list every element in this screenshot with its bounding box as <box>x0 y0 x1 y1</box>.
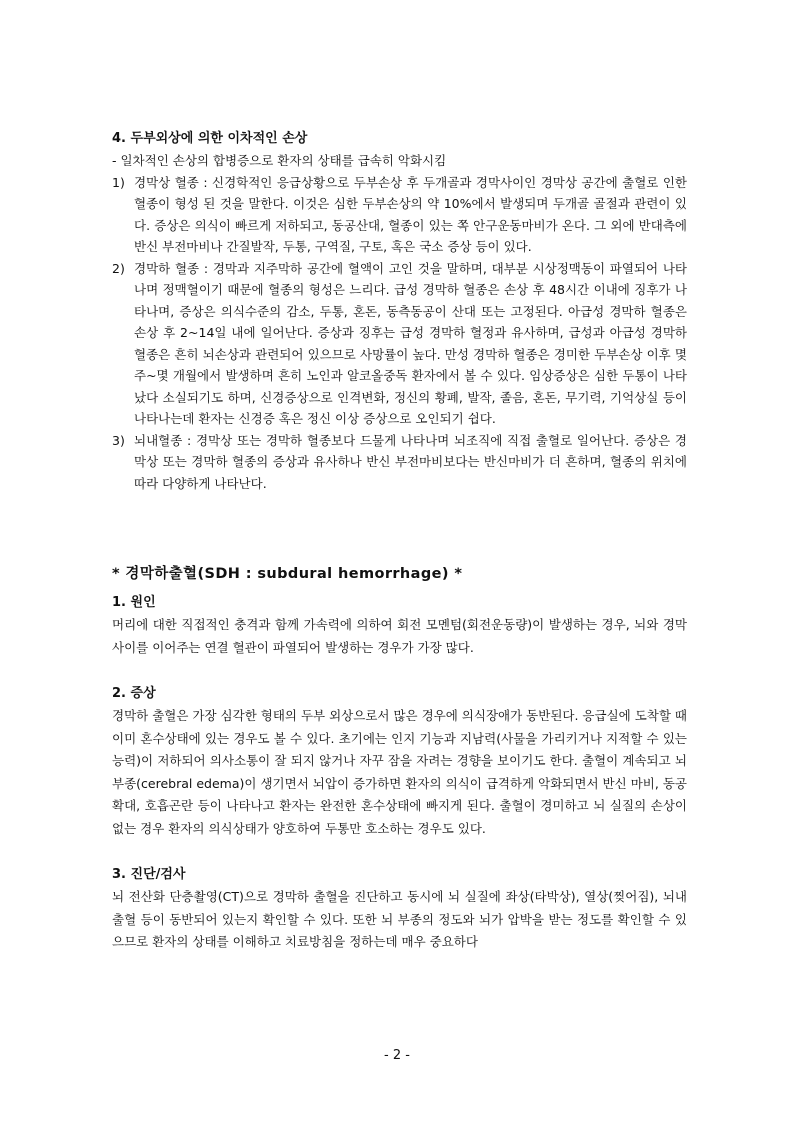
subsection-body: 경막하 출혈은 가장 심각한 형태의 두부 외상으로서 많은 경우에 의식장애가 동반된다. 응급실에 도착할 때 이미 혼수상태에 있는 경우도 볼 수 있다. 초기에는 인지 기능과 지남력(사물을 가리키거나 지적할 수 있는 능력)이 저하되어 의사소통이 잘 되지 않거나 자꾸 잠을 자려는 경향을 보이기도 한다. 출혈이 계속되고 뇌 부종(cerebral edema)이 생기면서 뇌압이 증가하면 환자의 의식이 급격하게 악화되면서 반신 마비, 동공 확대, 호흡곤란 등이 나타나고 환자는 완전한 혼수상태에 빠지게 된다. 출혈이 경미하고 뇌 실질의 손상이 없는 경우 환자의 의식상태가 양호하여 두통만 호소하는 경우도 있다. <box>112 708 687 836</box>
item-number: 2) <box>112 260 125 276</box>
subsection-cause <box>112 592 687 659</box>
item-number: 1) <box>112 174 125 190</box>
sdh-title: * 경막하출혈(SDH : subdural hemorrhage) * <box>112 566 463 582</box>
page-number: - 2 - <box>384 1048 410 1063</box>
item-text: 뇌내혈종 : 경막상 또는 경막하 혈종보다 드물게 나타나며 뇌조직에 직접 출혈로 일어난다. 증상은 경막상 또는 경막하 혈종의 증상과 유사하나 반신 부전마비보다는 반신마비가 더 흔하며, 혈종의 위치에 따라 다양하게 나타난다. <box>134 432 687 491</box>
hematoma-list <box>112 172 687 495</box>
sdh-section <box>112 562 687 978</box>
list-item-subdural <box>112 258 687 430</box>
item-text: 경막하 혈종 : 경막과 지주막하 공간에 혈액이 고인 것을 말하며, 대부분 시상정맥동이 파열되어 나타나며 정맥혈이기 때문에 혈종의 형성은 느리다. 급성 경막하 혈종은 손상 후 48시간 이내에 징후가 나타나며, 증상은 의식수준의 감소, 두통, 혼돈, 동측동공이 산대 또는 고정된다. 아급성 경막하 혈종은 손상 후 2~14일 내에 일어난다. 증상과 징후는 급성 경막하 혈정과 유사하며, 급성과 아급성 경막하 혈종은 흔히 뇌손상과 관련되어 있으므로 사망률이 높다. 만성 경막하 혈종은 경미한 두부손상 이후 몇 주~몇 개월에서 발생하며 흔히 노인과 알코올중독 환자에서 볼 수 있다. 임상증상은 심한 두통이 나타났다 소실되기도 하며, 신경증상으로 인격변화, 정신의 황폐, 발작, 졸음, 혼돈, 무기력, 기억상실 등이 나타나는데 환자는 신경증 혹은 정신 이상 증상으로 오인되기 쉽다. <box>134 260 687 426</box>
item-number: 3) <box>112 432 125 448</box>
section-heading: 4. 두부외상에 의한 이차적인 손상 <box>112 131 308 146</box>
subsection-diagnosis <box>112 864 687 954</box>
section-lead: - 일차적인 손상의 합병증으로 환자의 상태를 급속히 악화시킴 <box>112 153 447 168</box>
item-text: 경막상 혈종 : 신경학적인 응급상황으로 두부손상 후 두개골과 경막사이인 경막상 공간에 출혈로 인한 혈종이 형성 된 것을 말한다. 이것은 심한 두부손상의 약 10%에서 발생되며 두개골 골절과 관련이 있다. 증상은 의식이 빠르게 저하되고, 동공산대, 혈종이 있는 쪽 안구운동마비가 온다. 그 외에 반대측에 반신 부전마비나 간질발작, 두통, 구역질, 구토, 혹은 국소 증상 등이 있다. <box>134 174 687 254</box>
subsection-heading: 1. 원인 <box>112 595 156 610</box>
subsection-body: 뇌 전산화 단층촬영(CT)으로 경막하 출혈을 진단하고 동시에 뇌 실질에 좌상(타박상), 열상(찢어짐), 뇌내출혈 등이 동반되어 있는지 확인할 수 있다. 또한 뇌 부종의 정도와 뇌가 압박을 받는 정도를 확인할 수 있으므로 환자의 상태를 이해하고 치료방침을 정하는데 매우 중요하다 <box>112 889 687 949</box>
subsection-heading: 3. 진단/검사 <box>112 867 186 882</box>
subsection-heading: 2. 증상 <box>112 686 156 701</box>
list-item-intracerebral <box>112 430 687 495</box>
list-item-epidural <box>112 172 687 258</box>
subsection-symptoms <box>112 683 687 840</box>
section-secondary-injury <box>112 128 687 494</box>
subsection-body: 머리에 대한 직접적인 충격과 함께 가속력에 의하여 회전 모멘텀(회전운동량)이 발생하는 경우, 뇌와 경막 사이를 이어주는 연결 혈관이 파열되어 발생하는 경우가 가장 많다. <box>112 617 687 655</box>
